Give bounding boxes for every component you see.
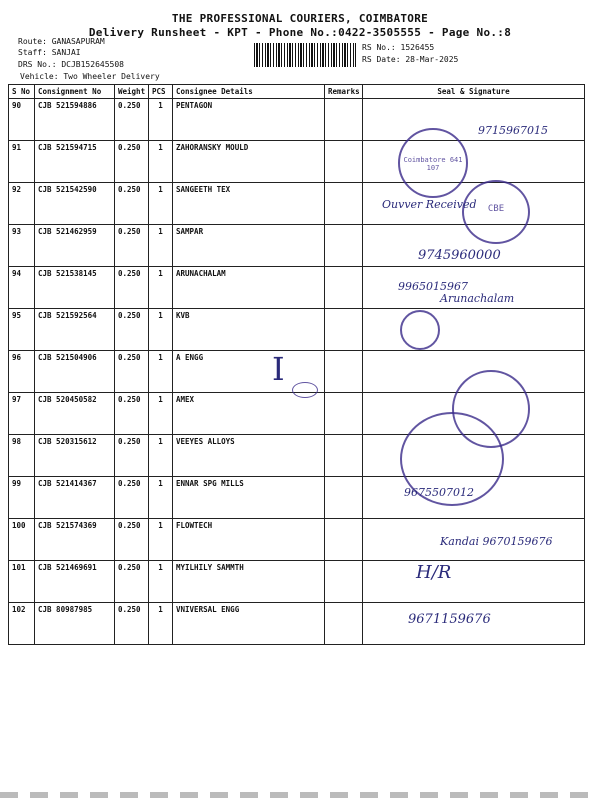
- col-pcs: PCS: [149, 85, 173, 99]
- cell-consignee: FLOWTECH: [173, 519, 325, 561]
- company-seal-stamp: Coimbatore 641 107: [398, 128, 468, 198]
- page-footer-dots: [0, 792, 600, 798]
- cell-consignment: CJB 521594715: [35, 141, 115, 183]
- cell-remarks: [325, 141, 363, 183]
- cell-consignee: ENNAR SPG MILLS: [173, 477, 325, 519]
- col-remarks: Remarks: [325, 85, 363, 99]
- signature-92: Ouvver Received: [382, 198, 477, 211]
- cell-sno: 99: [9, 477, 35, 519]
- cell-weight: 0.250: [115, 99, 149, 141]
- mark-96: I: [272, 350, 285, 388]
- runsheet-table: [8, 84, 585, 645]
- cell-consignment: CJB 521538145: [35, 267, 115, 309]
- cell-sno: 98: [9, 435, 35, 477]
- cell-pcs: 1: [149, 519, 173, 561]
- cell-sno: 93: [9, 225, 35, 267]
- cell-sno: 102: [9, 603, 35, 645]
- cell-consignment: CJB 521594886: [35, 99, 115, 141]
- col-sno: S No: [9, 85, 35, 99]
- cell-consignee: VNIVERSAL ENGG: [173, 603, 325, 645]
- rs-number: RS No.: 1526455: [362, 43, 435, 52]
- cell-pcs: 1: [149, 267, 173, 309]
- cell-weight: 0.250: [115, 477, 149, 519]
- cell-consignment: CJB 520315612: [35, 435, 115, 477]
- cell-weight: 0.250: [115, 141, 149, 183]
- col-consignment: Consignment No: [35, 85, 115, 99]
- cell-pcs: 1: [149, 99, 173, 141]
- scribble-96: [292, 382, 318, 398]
- signature-99: 9675507012: [404, 486, 474, 499]
- cell-pcs: 1: [149, 351, 173, 393]
- drs-number: DRS No.: DCJB152645508: [18, 60, 124, 69]
- cell-consignee: AMEX: [173, 393, 325, 435]
- cell-consignee: ZAHORANSKY MOULD: [173, 141, 325, 183]
- table-row: [9, 477, 585, 519]
- cell-remarks: [325, 393, 363, 435]
- cell-consignment: CJB 520450582: [35, 393, 115, 435]
- table-header: [9, 85, 585, 99]
- cell-remarks: [325, 351, 363, 393]
- signature-101: H/R: [416, 562, 452, 583]
- cell-pcs: 1: [149, 603, 173, 645]
- cell-weight: 0.250: [115, 561, 149, 603]
- rs-date: RS Date: 28-Mar-2025: [362, 55, 459, 64]
- cell-weight: 0.250: [115, 267, 149, 309]
- runsheet-subtitle: Delivery Runsheet - KPT - Phone No.:0422-3505555 - Page No.:8: [88, 26, 512, 39]
- cell-pcs: 1: [149, 141, 173, 183]
- cbe-seal-stamp: CBE: [462, 180, 530, 244]
- cell-sno: 90: [9, 99, 35, 141]
- cell-remarks: [325, 603, 363, 645]
- cell-consignment: CJB 80987985: [35, 603, 115, 645]
- cell-pcs: 1: [149, 477, 173, 519]
- cell-sno: 92: [9, 183, 35, 225]
- cell-sno: 100: [9, 519, 35, 561]
- cell-sno: 96: [9, 351, 35, 393]
- table-row: [9, 141, 585, 183]
- cell-sno: 91: [9, 141, 35, 183]
- cell-pcs: 1: [149, 393, 173, 435]
- table-row: [9, 561, 585, 603]
- cell-sno: 101: [9, 561, 35, 603]
- cell-remarks: [325, 309, 363, 351]
- cell-remarks: [325, 435, 363, 477]
- cell-signature: [363, 141, 585, 183]
- cell-pcs: 1: [149, 561, 173, 603]
- col-consignee: Consignee Details: [173, 85, 325, 99]
- signature-94-phone: 9965015967: [398, 280, 468, 293]
- col-weight: Weight: [115, 85, 149, 99]
- cell-pcs: 1: [149, 435, 173, 477]
- company-title: THE PROFESSIONAL COURIERS, COIMBATORE: [171, 12, 429, 25]
- signature-102: 9671159676: [408, 612, 491, 627]
- table-row: [9, 603, 585, 645]
- cell-weight: 0.250: [115, 351, 149, 393]
- cell-remarks: [325, 477, 363, 519]
- cell-consignee: SAMPAR: [173, 225, 325, 267]
- vehicle-label: Vehicle: Two Wheeler Delivery: [20, 72, 160, 81]
- cell-consignee: SANGEETH TEX: [173, 183, 325, 225]
- cell-consignee: KVB: [173, 309, 325, 351]
- signature-94: Arunachalam: [440, 292, 515, 305]
- staff-label: Staff: SANJAI: [18, 48, 81, 57]
- cell-pcs: 1: [149, 309, 173, 351]
- cell-weight: 0.250: [115, 435, 149, 477]
- col-signature: Seal & Signature: [363, 85, 585, 99]
- cell-remarks: [325, 561, 363, 603]
- cell-consignee: MYILHILY SAMMTH: [173, 561, 325, 603]
- signature-93: 9745960000: [418, 248, 501, 263]
- cell-remarks: [325, 225, 363, 267]
- signature-91: 9715967015: [478, 124, 548, 137]
- cell-signature: [363, 99, 585, 141]
- cell-signature: [363, 309, 585, 351]
- cell-consignment: CJB 521574369: [35, 519, 115, 561]
- cell-weight: 0.250: [115, 519, 149, 561]
- cell-consignment: CJB 521414367: [35, 477, 115, 519]
- cell-consignee: ARUNACHALAM: [173, 267, 325, 309]
- table-row: [9, 309, 585, 351]
- signature-100: Kandai 9670159676: [440, 535, 553, 548]
- cell-remarks: [325, 183, 363, 225]
- cell-pcs: 1: [149, 183, 173, 225]
- cell-weight: 0.250: [115, 183, 149, 225]
- barcode: [254, 43, 356, 67]
- cell-sno: 97: [9, 393, 35, 435]
- cell-signature: [363, 561, 585, 603]
- cell-consignment: CJB 521542590: [35, 183, 115, 225]
- cell-consignment: CJB 521592564: [35, 309, 115, 351]
- cell-consignment: CJB 521504906: [35, 351, 115, 393]
- cell-consignee: A ENGG: [173, 351, 325, 393]
- cell-consignment: CJB 521462959: [35, 225, 115, 267]
- cell-pcs: 1: [149, 225, 173, 267]
- cell-consignee: VEEYES ALLOYS: [173, 435, 325, 477]
- cell-remarks: [325, 267, 363, 309]
- cell-consignment: CJB 521469691: [35, 561, 115, 603]
- cell-weight: 0.250: [115, 309, 149, 351]
- cell-sno: 94: [9, 267, 35, 309]
- cell-remarks: [325, 519, 363, 561]
- cell-weight: 0.250: [115, 393, 149, 435]
- small-stamp-95: [400, 310, 440, 350]
- cell-remarks: [325, 99, 363, 141]
- cell-sno: 95: [9, 309, 35, 351]
- cell-weight: 0.250: [115, 603, 149, 645]
- route-label: Route: GANASAPURAM: [18, 37, 105, 46]
- cell-weight: 0.250: [115, 225, 149, 267]
- cell-consignee: PENTAGON: [173, 99, 325, 141]
